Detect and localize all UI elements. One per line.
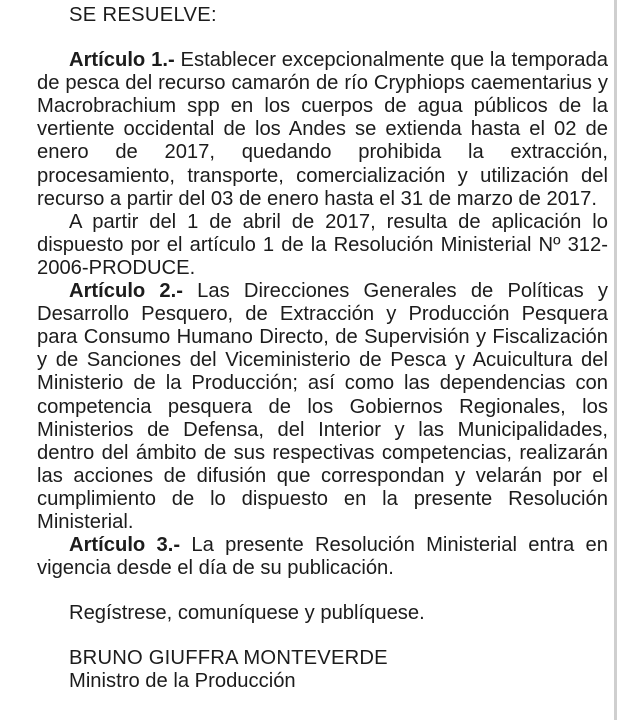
article-1 bbox=[37, 49, 608, 211]
article-1-text: Establecer excepcionalmente que la temporada de pesca del recurso camarón de río Cryphiops caementarius y Macrobrachium spp en los cuerpos de agua públicos de la vertiente occidental de los Andes se extienda hasta el 02 de enero de 2017, quedando prohibida la extracción, procesamiento, transporte, comercialización y utilización del recurso a partir del 03 de enero hasta el 31 de marzo de 2017. bbox=[37, 49, 608, 210]
article-3 bbox=[37, 534, 608, 580]
article-2-label: Artículo 2.- bbox=[69, 280, 183, 303]
resolution-heading: SE RESUELVE: bbox=[69, 4, 217, 26]
article-1-paragraph-2: A partir del 1 de abril de 2017, resulta de aplicación lo dispuesto por el artículo 1 de la Resolución Ministerial Nº 312-2006-PRODUCE. bbox=[37, 210, 608, 279]
closing-formula: Regístrese, comuníquese y publíquese. bbox=[69, 602, 425, 625]
article-3-label: Artículo 3.- bbox=[69, 534, 181, 557]
article-3-text: La presente Resolución Ministerial entra en vigencia desde el día de su publicación. bbox=[37, 534, 609, 580]
signer-title: Ministro de la Producción bbox=[69, 670, 296, 693]
article-2-text: Las Direcciones Generales de Políticas y Desarrollo Pesquero, de Extracción y Producción Pesquera para Consumo Humano Directo, de Supervisión y Fiscalización y de Sanciones del Viceministerio de Pesca y Acuicultura del Ministerio de la Producción; así como las dependencias con competencia pesquera de los Gobiernos Regionales, los Ministerios de Defensa, del Interior y las Municipalidades, dentro del ámbito de sus respectivas competencias, realizarán las acciones de difusión que correspondan y velarán por el cumplimiento de lo dispuesto en la presente Resolución Ministerial. bbox=[37, 280, 608, 533]
article-1-label: Artículo 1.- bbox=[69, 49, 175, 72]
signer-name: BRUNO GIUFFRA MONTEVERDE bbox=[69, 647, 388, 670]
resolution-body bbox=[37, 4, 608, 694]
article-2 bbox=[37, 280, 608, 534]
